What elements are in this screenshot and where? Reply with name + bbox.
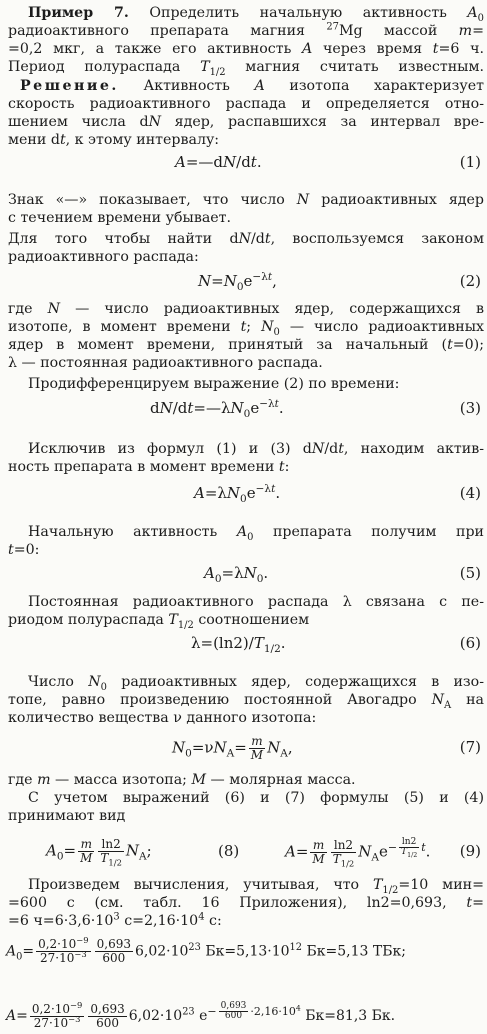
equation-4: $A=\lambda N_0e^{-\lambda t}$. <box>194 483 281 505</box>
equation-5: $A_0=\lambda N_0$. <box>204 564 269 585</box>
text-line: где m — масса изотопа; M — молярная масса. <box>8 772 356 788</box>
text-line: скорость радиоактивного распада и определяется отно- <box>8 96 484 112</box>
text-line: изотопе, в момент времени t; $N_0$ — число радиоактивных <box>8 319 484 338</box>
text-line: =0,2 мкг, а также его активность A через время t=6 ч. <box>8 41 484 57</box>
text-line: количество вещества ν данного изотопа: <box>8 710 317 726</box>
text-line: с течением времени убывает. <box>8 210 232 226</box>
equation-number: (5) <box>459 564 481 582</box>
text-line: Начальную активность $A_0$ препарата получим при <box>28 524 485 543</box>
text-line: риодом полураспада $T_{1/2}$ соотношением <box>8 612 310 631</box>
text-line: Продифференцируем выражение (2) по времени: <box>28 376 400 392</box>
equation-number: (3) <box>459 399 481 417</box>
calculation-a0: $A_0=$ $\frac{0,2\cdot 10^{-9}}{27\cdot 10^{-3}}$ $\frac{0,693}{600}$ $6,02\cdot 10^{23}$ $Бк=5,13\cdot 10^{12}$ Бк=5,13 ТБк; <box>6 935 406 965</box>
equation-7: $N_0=\nu N_A=$ $\frac{m}{M}$ $N_A$, <box>172 734 293 762</box>
text-line: С учетом выражений (6) и (7) формулы (5) и (4) <box>28 790 484 806</box>
text-line: t=0: <box>8 542 40 558</box>
equation-9: A= $\frac{m}{M}$ $\frac{\ln 2}{T_{1/2}}$ $N_Ae^{- \frac{\ln 2}{T_{1/2}} t}$. <box>285 837 431 869</box>
text-line: принимают вид <box>8 808 126 824</box>
text-line: радиоактивного препарата магния $^{27}$Mg массой m= <box>8 21 484 39</box>
text-line: радиоактивного распада: <box>8 249 199 265</box>
equation-number: (8) <box>218 842 240 860</box>
equation-number: (6) <box>459 634 481 652</box>
text-line: Постоянная радиоактивного распада λ связана с пе- <box>28 594 484 610</box>
text-line: мени dt, к этому интервалу: <box>8 132 220 148</box>
equation-number: (4) <box>459 484 481 502</box>
text-line: Решение. Активность A изотопа характеризует <box>20 78 484 94</box>
text-line: Число $N_0$ радиоактивных ядер, содержащихся в изо- <box>28 674 484 693</box>
text-line: топе, равно произведению постоянной Авогадро $N_A$ на <box>8 692 484 711</box>
text-line: ность препарата в момент времени t: <box>8 459 290 475</box>
text-line: Период полураспада $T_{1/2}$ магния считать известным. <box>8 59 484 78</box>
text-line: =600 с (см. табл. 16 Приложения), ln2=0,693, t= <box>8 895 484 911</box>
equation-1: A=—dN/dt. <box>175 153 262 171</box>
text-line: Произведем вычисления, учитывая, что $T_{1/2}=10$ мин= <box>28 877 484 896</box>
text-line: шением числа dN ядер, распавшихся за интервал вре- <box>8 114 484 130</box>
text-line: Пример 7. Определить начальную активность $A_0$ <box>28 5 484 24</box>
equation-number: (1) <box>459 153 481 171</box>
text-line: Знак «—» показывает, что число N радиоактивных ядер <box>8 192 484 208</box>
equation-3: $dN/dt=—\lambda N_0e^{-\lambda t}$. <box>150 398 284 420</box>
text-line: =6 $ч=6\cdot 3,6\cdot 10^3$ $с=2,16\cdot 10^4$ с: <box>8 911 222 929</box>
equation-2: $N=N_0e^{-\lambda t}$, <box>198 271 277 293</box>
calculation-a: A= $\frac{0,2\cdot 10^{-9}}{27\cdot 10^{-3}}$ $\frac{0,693}{600}$ $6,02\cdot 10^{23}$ $e^{- \frac{0,693}{600} \cdot 2,16\cdot 10^4}$ Бк=81,3 Бк. <box>6 999 396 1030</box>
equation-number: (7) <box>459 738 481 756</box>
equation-6: $\lambda=(\ln 2)/T_{1/2}$. <box>191 634 286 655</box>
text-line: Для того чтобы найти dN/dt, воспользуемся законом <box>8 231 484 247</box>
equation-number: (2) <box>459 272 481 290</box>
text-line: ядер в момент времени, принятый за начальный (t=0); <box>8 337 484 353</box>
equation-8: $A_0=$ $\frac{m}{M}$ $\frac{\ln 2}{T_{1/2}}$ $N_A$; <box>46 837 152 868</box>
text-line: где N — число радиоактивных ядер, содержащихся в <box>8 301 485 317</box>
text-line: Исключив из формул (1) и (3) dN/dt, находим актив- <box>28 441 484 457</box>
text-line: λ — постоянная радиоактивного распада. <box>8 355 323 371</box>
equation-number: (9) <box>459 842 481 860</box>
